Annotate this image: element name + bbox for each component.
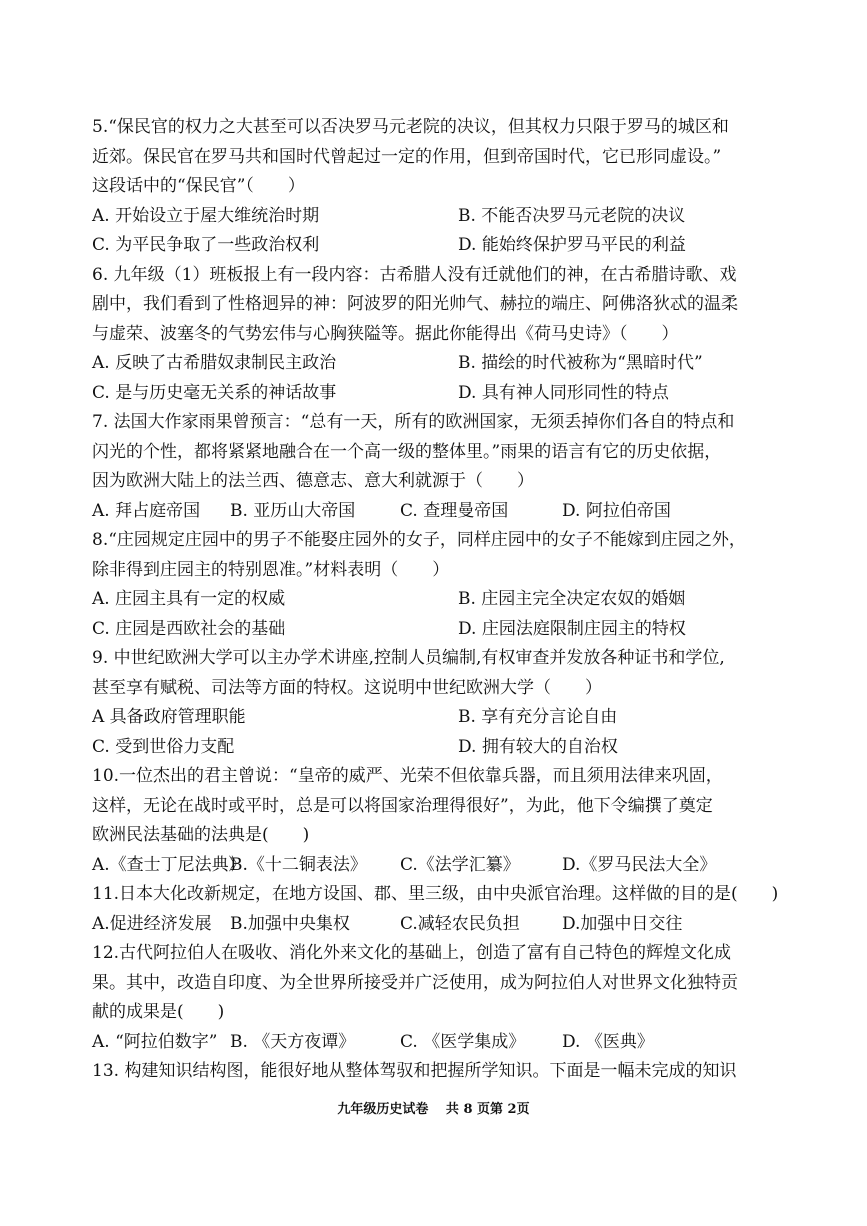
options-row <box>92 349 792 379</box>
option-choice: B.加强中央集权 <box>230 913 350 934</box>
options-row <box>92 733 792 763</box>
question-7 <box>92 939 792 1057</box>
option-choice: C. 是与历史毫无关系的神话故事 <box>92 382 337 403</box>
question-1 <box>92 261 792 409</box>
option-choice: D. 庄园法庭限制庄园主的特权 <box>458 618 686 639</box>
option-choice: A. 开始设立于屋大维统治时期 <box>92 205 320 226</box>
options-row <box>92 497 792 527</box>
option-choice: A. 庄园主具有一定的权威 <box>92 589 286 609</box>
option-choice: C.减轻农民负担 <box>400 913 520 934</box>
option-choice: B. 描绘的时代被称为“黑暗时代” <box>458 353 703 373</box>
options-row <box>92 379 792 409</box>
question-0 <box>92 113 792 261</box>
question-stem-line: 近郊。保民官在罗马共和国时代曾起过一定的作用，但到帝国时代，它已形同虚设。” <box>92 146 722 167</box>
question-8 <box>92 1057 792 1087</box>
question-stem-line: 剧中，我们看到了性格迥异的神：阿波罗的阳光帅气、赫拉的端庄、阿佛洛狄忒的温柔 <box>92 294 738 314</box>
question-stem-line: 8.“庄园规定庄园中的男子不能娶庄园外的女子，同样庄园中的女子不能嫁到庄园之外， <box>92 530 746 550</box>
option-choice: D. 具有神人同形同性的特点 <box>458 382 669 403</box>
option-choice: D.《罗马民法大全》 <box>562 854 717 875</box>
question-stem-line: 9. 中世纪欧洲大学可以主办学术讲座,控制人员编制,有权审查并发放各种证书和学位, <box>92 648 725 668</box>
page-footer: 九年级历史试卷 共 8 页第 2页 <box>337 1102 530 1117</box>
options-row <box>92 615 792 645</box>
option-choice: C. 《医学集成》 <box>400 1031 526 1052</box>
question-3 <box>92 526 792 644</box>
option-choice: B. 不能否决罗马元老院的决议 <box>458 205 686 226</box>
option-choice: B. 庄园主完全决定农奴的婚姻 <box>458 589 686 609</box>
option-choice: C. 查理曼帝国 <box>400 500 509 521</box>
question-stem-line: 甚至享有赋税、司法等方面的特权。这说明中世纪欧洲大学（ ） <box>92 677 602 698</box>
question-stem-line: 这段话中的“保民官”（ ） <box>92 176 305 196</box>
options-row <box>92 585 792 615</box>
option-choice: C.《法学汇纂》 <box>400 854 520 875</box>
question-stem-line: 献的成果是( ) <box>92 1002 225 1022</box>
question-5 <box>92 762 792 880</box>
question-stem-line: 6. 九年级（1）班板报上有一段内容：古希腊人没有迁就他们的神，在古希腊诗歌、戏 <box>92 264 737 285</box>
option-choice: B. 享有充分言论自由 <box>458 707 618 727</box>
options-row <box>92 1028 792 1058</box>
question-stem-line: 欧洲民法基础的法典是( ) <box>92 825 310 845</box>
question-stem-line: 11.日本大化改新规定，在地方设国、郡、里三级，由中央派官治理。这样做的目的是( ) <box>92 884 779 904</box>
option-choice: C. 为平民争取了一些政治权利 <box>92 235 320 255</box>
options-row <box>92 231 792 261</box>
question-list <box>92 113 792 1087</box>
options-row <box>92 910 792 940</box>
option-choice: A. 反映了古希腊奴隶制民主政治 <box>92 353 337 373</box>
option-choice: B. 亚历山大帝国 <box>230 500 356 521</box>
question-stem-line: 这样，无论在战时或平时，总是可以将国家治理得很好”，为此，他下令编撰了奠定 <box>92 795 713 816</box>
options-row <box>92 851 792 881</box>
option-choice: A.促进经济发展 <box>92 913 212 934</box>
question-stem-line: 与虚荣、波塞冬的气势宏伟与心胸狭隘等。据此你能得出《荷马史诗》（ ） <box>92 323 679 344</box>
option-choice: B.《十二铜表法》 <box>230 854 367 875</box>
question-6 <box>92 880 792 939</box>
option-choice: D.加强中日交往 <box>562 913 683 934</box>
option-choice: A. 拜占庭帝国 <box>92 500 201 521</box>
question-stem-line: 13. 构建知识结构图，能很好地从整体驾驭和把握所学知识。下面是一幅未完成的知识 <box>92 1061 737 1081</box>
options-row <box>92 202 792 232</box>
option-choice: C. 庄园是西欧社会的基础 <box>92 618 286 639</box>
question-stem-line: 10.一位杰出的君主曾说：“皇帝的威严、光荣不但依靠兵器，而且须用法律来巩固， <box>92 766 723 786</box>
option-choice: A.《查士丁尼法典》 <box>92 854 246 875</box>
option-choice: A 具备政府管理职能 <box>92 707 246 727</box>
question-2 <box>92 408 792 526</box>
option-choice: C. 受到世俗力支配 <box>92 736 235 757</box>
options-row <box>92 703 792 733</box>
option-choice: D. 阿拉伯帝国 <box>562 500 671 521</box>
question-stem-line: 7. 法国大作家雨果曾预言：“总有一天，所有的欧洲国家，无须丢掉你们各自的特点和 <box>92 412 735 432</box>
question-stem-line: 闪光的个性，都将紧紧地融合在一个高一级的整体里。”雨果的语言有它的历史依据， <box>92 441 722 462</box>
option-choice: B. 《天方夜谭》 <box>230 1031 356 1052</box>
option-choice: D. 拥有较大的自治权 <box>458 736 618 757</box>
option-choice: D. 《医典》 <box>562 1031 654 1052</box>
option-choice: D. 能始终保护罗马平民的利益 <box>458 235 686 255</box>
question-4 <box>92 644 792 762</box>
question-stem-line: 5.“保民官的权力之大甚至可以否决罗马元老院的决议，但其权力只限于罗马的城区和 <box>92 117 729 137</box>
question-stem-line: 因为欧洲大陆上的法兰西、德意志、意大利就源于（ ） <box>92 471 534 491</box>
question-stem-line: 除非得到庄园主的特别恩准。”材料表明（ ） <box>92 559 450 580</box>
question-stem-line: 12.古代阿拉伯人在吸收、消化外来文化的基础上，创造了富有自己特色的辉煌文化成 <box>92 943 732 963</box>
option-choice: A. “阿拉伯数字” <box>92 1031 218 1052</box>
question-stem-line: 果。其中，改造自印度、为全世界所接受并广泛使用，成为阿拉伯人对世界文化独特贡 <box>92 972 738 993</box>
